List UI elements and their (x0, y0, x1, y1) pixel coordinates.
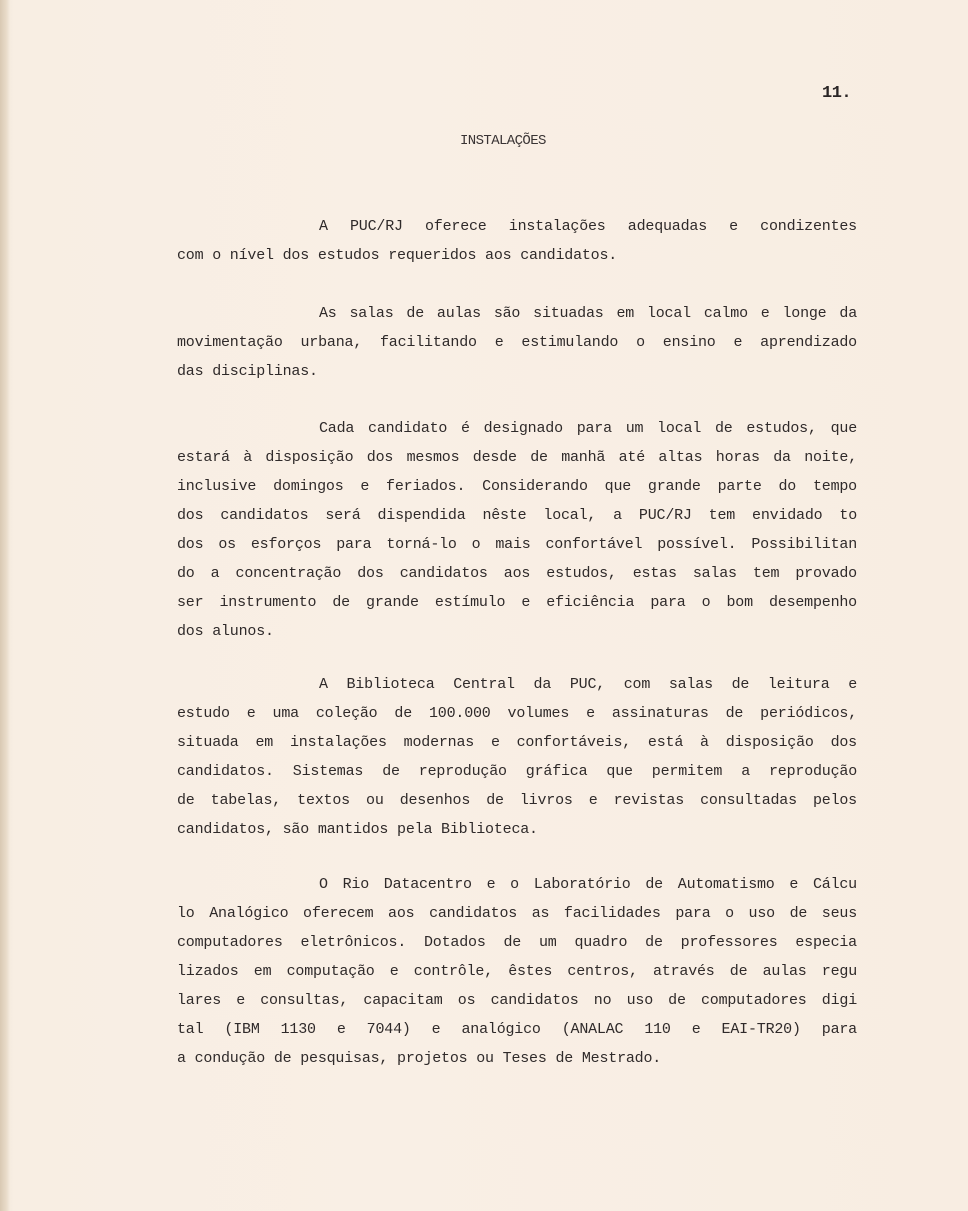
text-line: lares e consultas, capacitam os candidatos no uso de computadores digi (177, 992, 857, 1009)
text-line: situada em instalações modernas e confortáveis, está à disposição dos (177, 734, 857, 751)
text-line: do a concentração dos candidatos aos estudos, estas salas tem provado (177, 565, 857, 582)
text-line: lizados em computação e contrôle, êstes centros, através de aulas regu (177, 963, 857, 980)
text-line: das disciplinas. (177, 363, 318, 380)
text-line: movimentação urbana, facilitando e estimulando o ensino e aprendizado (177, 334, 857, 351)
text-line: O Rio Datacentro e o Laboratório de Automatismo e Cálcu (319, 876, 857, 893)
text-line: estudo e uma coleção de 100.000 volumes e assinaturas de periódicos, (177, 705, 857, 722)
text-line: dos alunos. (177, 623, 274, 640)
text-line: candidatos, são mantidos pela Biblioteca. (177, 821, 538, 838)
text-line: de tabelas, textos ou desenhos de livros e revistas consultadas pelos (177, 792, 857, 809)
text-line: A Biblioteca Central da PUC, com salas de leitura e (319, 676, 857, 693)
text-line: Cada candidato é designado para um local de estudos, que (319, 420, 857, 437)
text-line: A PUC/RJ oferece instalações adequadas e condizentes (319, 218, 857, 235)
text-line: estará à disposição dos mesmos desde de manhã até altas horas da noite, (177, 449, 857, 466)
text-line: a condução de pesquisas, projetos ou Teses de Mestrado. (177, 1050, 662, 1067)
paragraph-3 (177, 414, 857, 646)
paragraph-1 (177, 212, 857, 270)
text-line: dos os esforços para torná-lo o mais confortável possível. Possibilitan (177, 536, 857, 553)
text-line: inclusive domingos e feriados. Considerando que grande parte do tempo (177, 478, 857, 495)
text-line: As salas de aulas são situadas em local calmo e longe da (319, 305, 857, 322)
text-line: tal (IBM 1130 e 7044) e analógico (ANALAC 110 e EAI-TR20) para (177, 1021, 857, 1038)
paragraph-2 (177, 299, 857, 386)
page-binding-edge (0, 0, 10, 1211)
text-line: ser instrumento de grande estímulo e eficiência para o bom desempenho (177, 594, 857, 611)
text-line: com o nível dos estudos requeridos aos candidatos. (177, 247, 618, 264)
page-heading: INSTALAÇÕES (460, 133, 546, 149)
paragraph-4 (177, 670, 857, 844)
paragraph-5 (177, 870, 857, 1073)
text-line: candidatos. Sistemas de reprodução gráfica que permitem a reprodução (177, 763, 857, 780)
page-number: 11. (822, 84, 852, 103)
text-line: computadores eletrônicos. Dotados de um quadro de professores especia (177, 934, 857, 951)
text-line: dos candidatos será dispendida nêste local, a PUC/RJ tem envidado to (177, 507, 857, 524)
text-line: lo Analógico oferecem aos candidatos as facilidades para o uso de seus (177, 905, 857, 922)
